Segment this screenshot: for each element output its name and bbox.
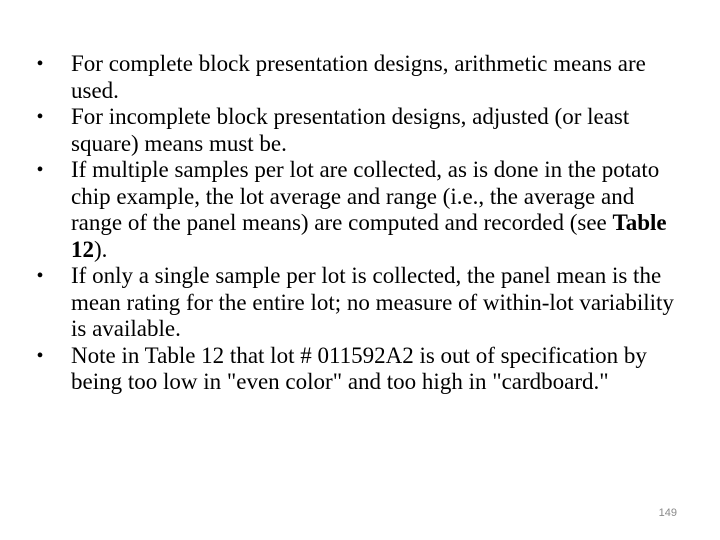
bullet-text: For incomplete block presentation designs, adjusted (or least square) means must be.	[71, 104, 630, 156]
bullet-text-after: ).	[94, 236, 108, 262]
bullet-item	[30, 263, 690, 343]
bullet-dot-icon: •	[36, 53, 44, 75]
bullet-item	[30, 343, 690, 396]
bullet-text: If only a single sample per lot is collected, the panel mean is the mean rating for the entire lot; no measure of within-lot variability is available.	[71, 263, 674, 341]
bullet-item	[30, 104, 690, 157]
bullet-text: For complete block presentation designs, arithmetic means are used.	[71, 51, 646, 103]
bullet-text: Note in Table 12 that lot # 011592A2 is out of specification by being too low in "even color" and too high in "cardboard."	[71, 342, 647, 394]
bullet-text-before: If multiple samples per lot are collected, as is done in the potato chip example, the lot average and range (i.e., the average and range of the panel means) are computed and recorded (see	[71, 157, 660, 235]
bullet-dot-icon: •	[36, 106, 44, 128]
bullet-dot-icon: •	[36, 344, 44, 367]
bullet-dot-icon: •	[36, 265, 44, 287]
bullet-item	[30, 51, 690, 104]
page-number: 149	[658, 507, 677, 519]
bullet-dot-icon: •	[36, 159, 44, 181]
bullet-item	[30, 157, 690, 263]
table-reference: Table 12	[71, 210, 667, 262]
bullet-list	[30, 51, 690, 396]
